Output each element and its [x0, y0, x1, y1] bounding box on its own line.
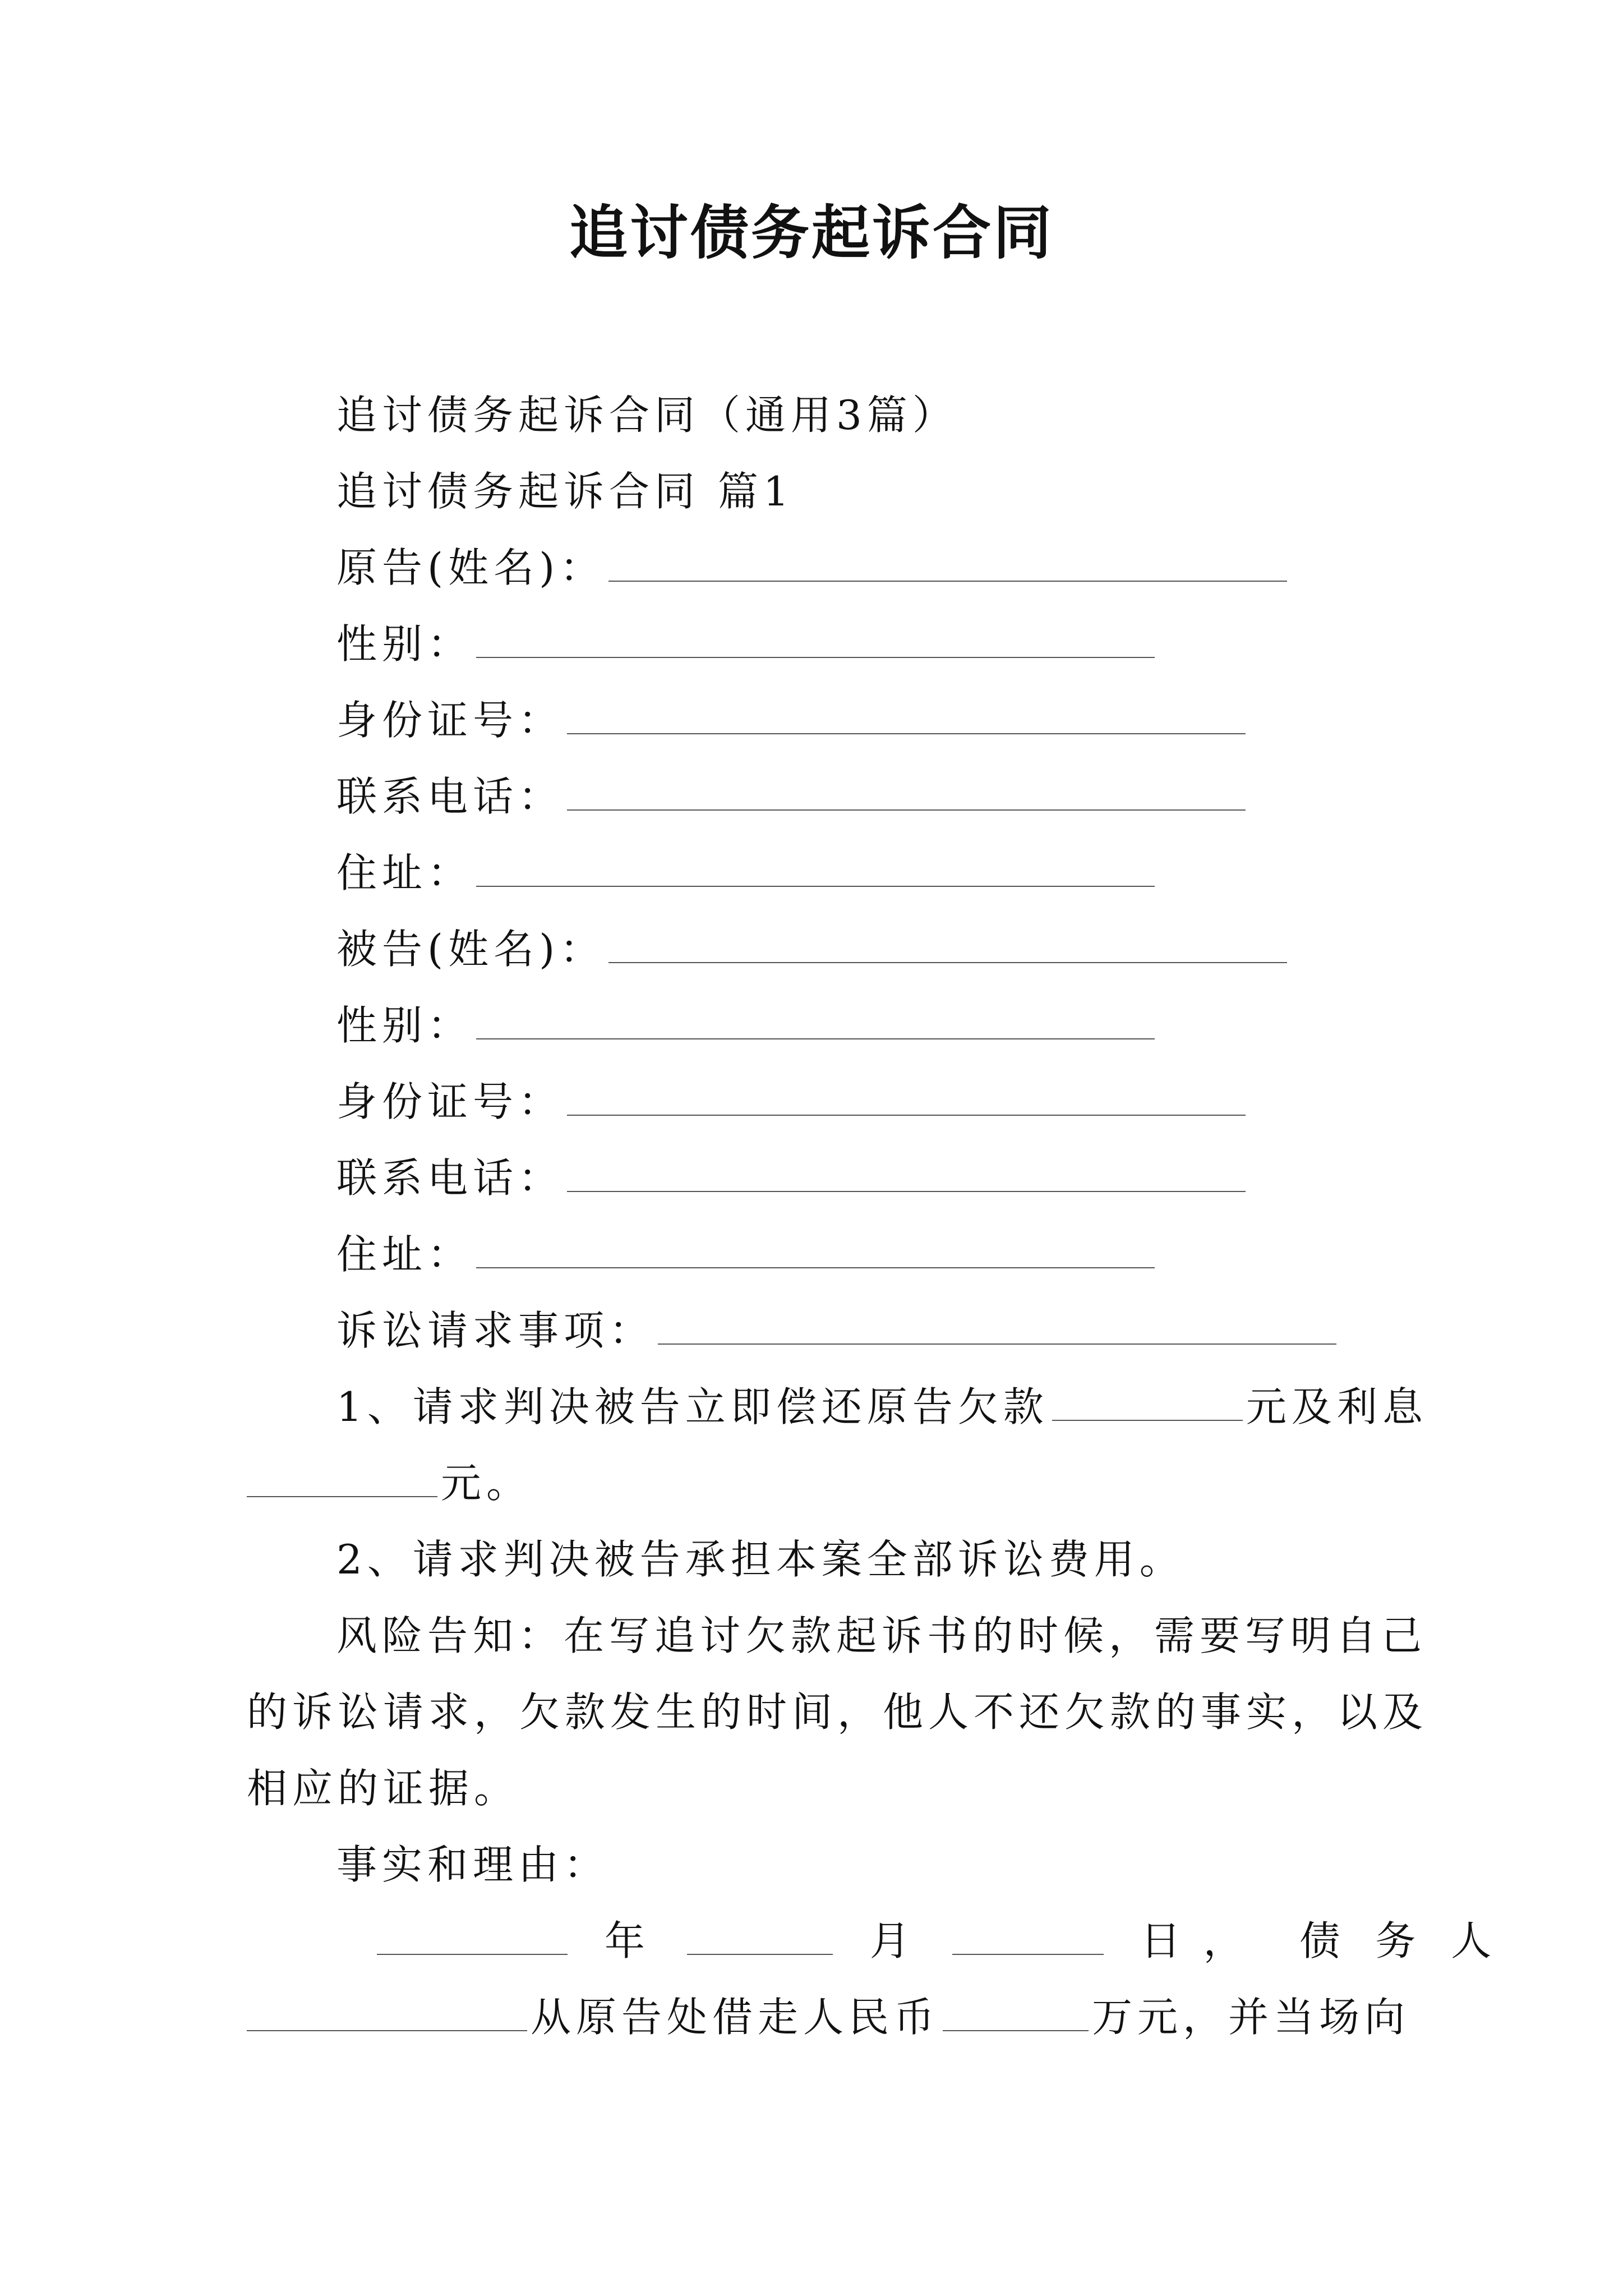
- facts-borrow-text: 从原告处借走人民币: [531, 1994, 940, 2041]
- facts-year-label: 年: [604, 1917, 650, 1964]
- defendant-phone-blank[interactable]: [567, 1159, 1246, 1192]
- facts-amount-text: 万元，并当场向: [1092, 1994, 1410, 2041]
- claims-row: [336, 1303, 1336, 1359]
- facts-month-label: 月: [869, 1917, 915, 1964]
- facts-debtor-blank[interactable]: [247, 1999, 527, 2031]
- claim-1-text: 1、请求判决被告立即偿还原告欠款: [336, 1383, 1049, 1430]
- facts-amount-blank[interactable]: [943, 1999, 1089, 2031]
- claim-1-end-text: 元。: [441, 1460, 532, 1507]
- risk-notice-line-3: 相应的证据。: [247, 1765, 520, 1812]
- defendant-name-blank[interactable]: [608, 931, 1287, 963]
- plaintiff-phone-label: 联系电话：: [336, 773, 564, 820]
- claims-label: 诉讼请求事项：: [336, 1307, 655, 1354]
- facts-label: 事实和理由：: [336, 1841, 610, 1888]
- risk-notice-line-1: 风险告知：在写追讨欠款起诉书的时候，需要写明自己: [336, 1612, 1427, 1659]
- plaintiff-phone-blank[interactable]: [567, 778, 1246, 811]
- facts-line-2: [247, 1989, 1410, 2045]
- section-heading: 追讨债务起诉合同 篇1: [336, 468, 794, 515]
- defendant-phone-row: [336, 1150, 1246, 1206]
- plaintiff-gender-label: 性别：: [336, 620, 473, 668]
- plaintiff-id-blank[interactable]: [567, 702, 1246, 734]
- defendant-id-label: 身份证号：: [336, 1078, 564, 1125]
- facts-year-blank[interactable]: [377, 1922, 568, 1955]
- defendant-name-row: [336, 921, 1287, 977]
- defendant-id-row: [336, 1074, 1246, 1130]
- claim-1-interest-blank[interactable]: [247, 1465, 437, 1497]
- plaintiff-id-row: [336, 692, 1246, 748]
- facts-date-row: [377, 1913, 1502, 1969]
- plaintiff-name-row: [336, 540, 1287, 596]
- plaintiff-gender-blank[interactable]: [476, 625, 1155, 658]
- plaintiff-gender-row: [336, 616, 1155, 672]
- plaintiff-address-row: [336, 845, 1155, 901]
- claim-1-principal-blank[interactable]: [1052, 1388, 1243, 1421]
- risk-notice-line-2: 的诉讼请求，欠款发生的时间，他人不还欠款的事实，以及: [247, 1688, 1428, 1736]
- document-title: 追讨债务起诉合同: [569, 198, 1054, 267]
- defendant-id-blank[interactable]: [567, 1083, 1246, 1116]
- defendant-name-label: 被告(姓名)：: [336, 926, 606, 973]
- claim-2-row: 2、请求判决被告承担本案全部诉讼费用。: [336, 1536, 1185, 1583]
- defendant-address-blank[interactable]: [476, 1236, 1155, 1268]
- defendant-gender-row: [336, 997, 1155, 1053]
- plaintiff-name-label: 原告(姓名)：: [336, 544, 606, 591]
- facts-day-blank[interactable]: [952, 1922, 1104, 1955]
- claims-blank[interactable]: [658, 1312, 1336, 1345]
- claim-1-interest-text: 元及利息: [1246, 1383, 1428, 1430]
- defendant-gender-blank[interactable]: [476, 1007, 1155, 1039]
- defendant-phone-label: 联系电话：: [336, 1154, 564, 1202]
- defendant-address-row: [336, 1226, 1155, 1282]
- claim-1-row: [336, 1379, 1428, 1435]
- document-subtitle: 追讨债务起诉合同（通用3篇）: [336, 392, 958, 439]
- claim-1-continued-row: [247, 1455, 532, 1511]
- facts-month-blank[interactable]: [687, 1922, 833, 1955]
- facts-day-label: 日，: [1140, 1917, 1266, 1964]
- plaintiff-address-label: 住址：: [336, 849, 473, 896]
- plaintiff-phone-row: [336, 769, 1246, 825]
- plaintiff-id-label: 身份证号：: [336, 697, 564, 744]
- facts-debtor-label: 债 务 人: [1299, 1917, 1503, 1964]
- defendant-address-label: 住址：: [336, 1231, 473, 1278]
- plaintiff-address-blank[interactable]: [476, 854, 1155, 887]
- defendant-gender-label: 性别：: [336, 1002, 473, 1049]
- plaintiff-name-blank[interactable]: [608, 549, 1287, 582]
